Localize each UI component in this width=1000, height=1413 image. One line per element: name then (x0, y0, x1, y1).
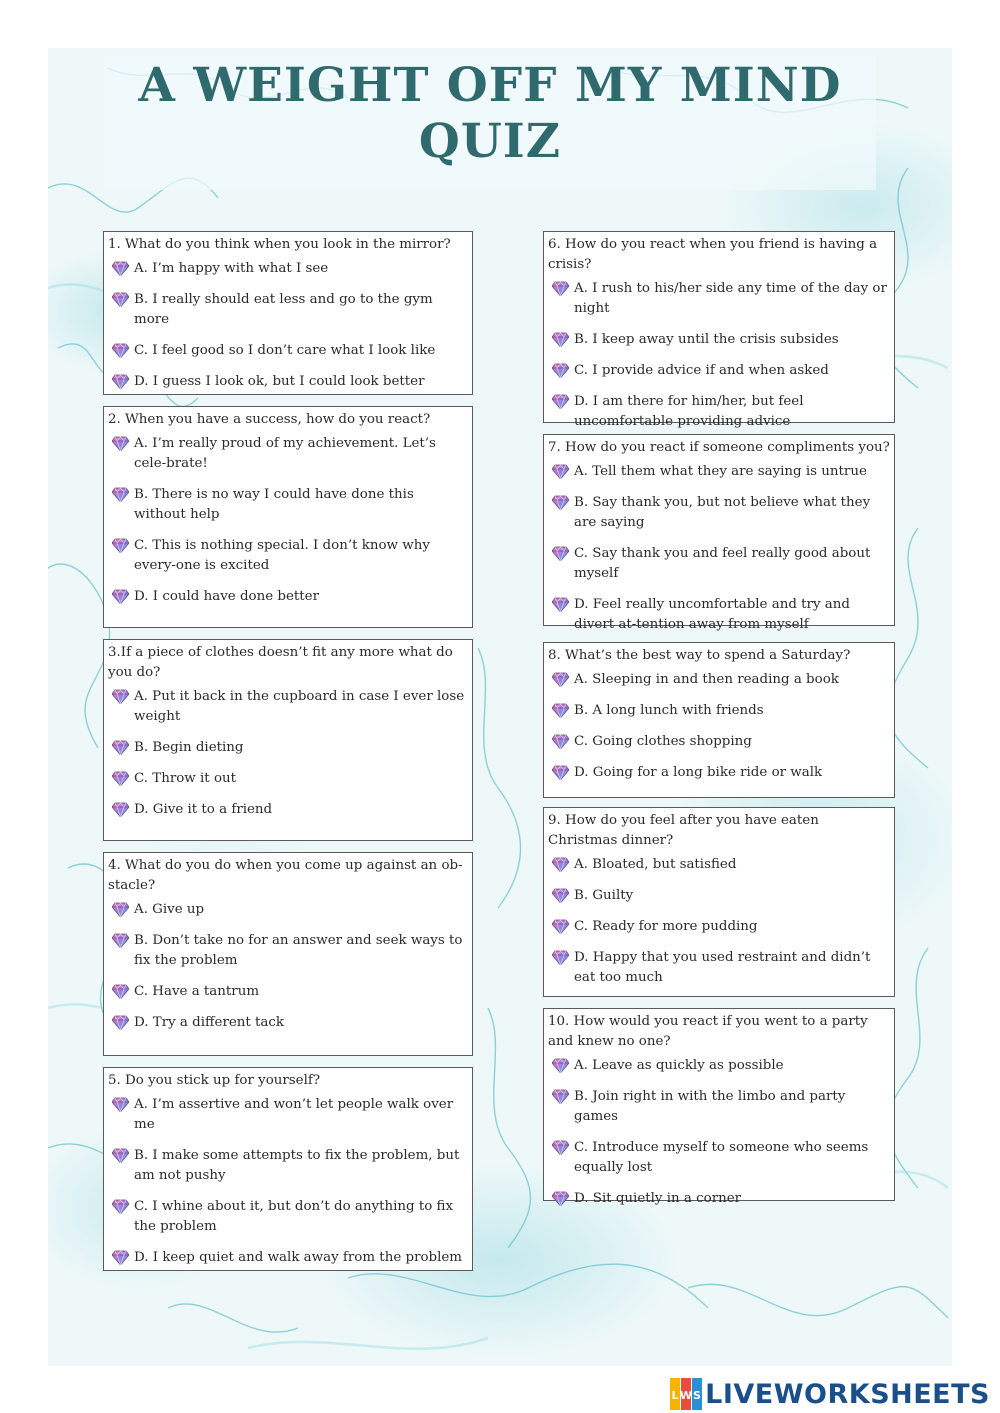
question-text: 10. How would you react if you went to a party and knew no one? (548, 1014, 868, 1049)
answer-option[interactable] (112, 800, 468, 820)
answer-option-label: A. Put it back in the cupboard in case I ever lose weight (134, 689, 465, 724)
answer-option-label: A. I’m really proud of my achievement. Let’s cele-brate! (134, 436, 436, 471)
answer-option-label: C. Throw it out (134, 771, 237, 786)
answer-option-label: D. I guess I look ok, but I could look better (134, 374, 425, 389)
question-text: 1. What do you think when you look in the mirror? (108, 237, 451, 252)
answer-option[interactable] (552, 855, 890, 875)
gem-icon (552, 1089, 569, 1104)
answer-option-label: C. Say thank you and feel really good about myself (574, 546, 871, 581)
answer-option[interactable] (112, 1095, 468, 1135)
liveworksheets-logo-icon (669, 1377, 703, 1411)
question-text: 6. How do you react when you friend is having a crisis? (548, 237, 878, 272)
gem-icon (552, 765, 569, 780)
answer-option-label: A. Bloated, but satisfied (574, 857, 737, 872)
answer-option-label: C. I feel good so I don’t care what I look like (134, 343, 436, 358)
answer-option-label: D. Sit quietly in a corner (574, 1191, 742, 1206)
answer-option-label: B. Say thank you, but not believe what they are saying (574, 495, 871, 530)
svg-text:S: S (693, 1389, 702, 1402)
answer-option-label: D. Feel really uncomfortable and try and divert at-tention away from myself (574, 597, 850, 632)
question-card-5 (103, 1067, 473, 1271)
gem-icon (552, 394, 569, 409)
gem-icon (112, 538, 129, 553)
answer-option-label: B. There is no way I could have done this without help (134, 487, 414, 522)
question-card-2 (103, 406, 473, 628)
answer-option[interactable] (112, 982, 468, 1002)
gem-icon (112, 343, 129, 358)
question-card-8 (543, 642, 895, 798)
gem-icon (112, 487, 129, 502)
answer-option[interactable] (112, 259, 468, 279)
question-card-4 (103, 852, 473, 1056)
gem-icon (552, 332, 569, 347)
answer-option[interactable] (552, 763, 890, 783)
gem-icon (112, 261, 129, 276)
gem-icon (112, 1015, 129, 1030)
title-line-2: QUIZ (418, 114, 562, 169)
answer-option[interactable] (552, 493, 890, 533)
gem-icon (552, 281, 569, 296)
answer-option-label: A. Leave as quickly as possible (574, 1058, 784, 1073)
answer-option[interactable] (112, 290, 468, 330)
question-card-10 (543, 1008, 895, 1206)
answer-option[interactable] (552, 544, 890, 584)
answer-option[interactable] (112, 931, 468, 971)
answer-option[interactable] (112, 687, 468, 727)
answer-option[interactable] (552, 732, 890, 752)
gem-icon (112, 1097, 129, 1112)
answer-option-label: A. Tell them what they are saying is untrue (574, 464, 867, 479)
gem-icon (112, 1199, 129, 1214)
answer-option[interactable] (112, 900, 468, 920)
answer-option-label: A. Give up (134, 902, 205, 917)
answer-option-label: B. Guilty (574, 888, 634, 903)
gem-icon (552, 464, 569, 479)
answer-option[interactable] (552, 1138, 890, 1178)
answer-option[interactable] (552, 462, 890, 482)
answer-option-label: D. Going for a long bike ride or walk (574, 765, 823, 780)
answer-option[interactable] (112, 485, 468, 525)
answer-option[interactable] (552, 1087, 890, 1127)
answer-option-label: B. Begin dieting (134, 740, 244, 755)
answer-option[interactable] (112, 587, 468, 607)
answer-option[interactable] (552, 1056, 890, 1076)
question-text: 9. How do you feel after you have eaten Christmas dinner? (548, 813, 819, 848)
answer-option[interactable] (112, 372, 468, 392)
answer-option-label: D. I am there for him/her, but feel uncomfortable providing advice (574, 394, 804, 429)
gem-icon (112, 689, 129, 704)
gem-icon (552, 919, 569, 934)
answer-option[interactable] (552, 330, 890, 350)
answer-option[interactable] (552, 392, 890, 432)
answer-option[interactable] (552, 279, 890, 319)
gem-icon (112, 802, 129, 817)
question-card-1 (103, 231, 473, 395)
answer-option[interactable] (112, 1146, 468, 1186)
answer-option[interactable] (552, 948, 890, 988)
answer-option-label: A. Sleeping in and then reading a book (574, 672, 839, 687)
gem-icon (112, 933, 129, 948)
answer-option[interactable] (552, 917, 890, 937)
gem-icon (552, 950, 569, 965)
title-line-1: A WEIGHT OFF MY MIND (138, 58, 842, 113)
question-text: 8. What’s the best way to spend a Saturday? (548, 648, 851, 663)
gem-icon (552, 1191, 569, 1206)
gem-icon (552, 1140, 569, 1155)
answer-option[interactable] (552, 361, 890, 381)
question-text: 4. What do you do when you come up against an ob-stacle? (108, 858, 463, 893)
answer-option-label: A. I’m assertive and won’t let people walk over me (134, 1097, 454, 1132)
gem-icon (552, 363, 569, 378)
gem-icon (112, 771, 129, 786)
answer-option-label: D. Give it to a friend (134, 802, 273, 817)
gem-icon (552, 546, 569, 561)
answer-option[interactable] (112, 536, 468, 576)
gem-icon (112, 984, 129, 999)
answer-option-label: A. I’m happy with what I see (134, 261, 329, 276)
answer-option[interactable] (112, 738, 468, 758)
gem-icon (112, 374, 129, 389)
gem-icon (112, 436, 129, 451)
gem-icon (552, 672, 569, 687)
answer-option[interactable] (552, 670, 890, 690)
answer-option-label: C. I whine about it, but don’t do anything to fix the problem (134, 1199, 454, 1234)
gem-icon (552, 703, 569, 718)
answer-option-label: C. I provide advice if and when asked (574, 363, 829, 378)
answer-option[interactable] (112, 341, 468, 361)
answer-option-label: D. Happy that you used restraint and didn’t eat too much (574, 950, 871, 985)
answer-option[interactable] (112, 1197, 468, 1237)
answer-option-label: A. I rush to his/her side any time of the day or night (574, 281, 887, 316)
question-text: 3.If a piece of clothes doesn’t fit any more what do you do? (108, 645, 453, 680)
gem-icon (112, 292, 129, 307)
gem-icon (112, 1148, 129, 1163)
question-card-9 (543, 807, 895, 997)
gem-icon (552, 857, 569, 872)
answer-option[interactable] (552, 595, 890, 635)
answer-option-label: D. I could have done better (134, 589, 319, 604)
answer-option-label: D. I keep quiet and walk away from the problem (134, 1250, 463, 1265)
question-text: 5. Do you stick up for yourself? (108, 1073, 320, 1088)
answer-option-label: B. I really should eat less and go to the gym more (134, 292, 433, 327)
answer-option-label: C. Introduce myself to someone who seems equally lost (574, 1140, 869, 1175)
gem-icon (552, 734, 569, 749)
answer-option-label: B. I make some attempts to fix the problem, but am not pushy (134, 1148, 460, 1183)
gem-icon (552, 597, 569, 612)
answer-option-label: B. Join right in with the limbo and party games (574, 1089, 846, 1124)
page-title (104, 58, 876, 170)
question-text: 2. When you have a success, how do you react? (108, 412, 431, 427)
gem-icon (552, 1058, 569, 1073)
gem-icon (552, 888, 569, 903)
gem-icon (552, 495, 569, 510)
question-text: 7. How do you react if someone compliments you? (548, 440, 890, 455)
answer-option[interactable] (552, 1189, 890, 1209)
question-card-3 (103, 639, 473, 841)
brand-name: LIVEWORKSHEETS (705, 1378, 990, 1410)
answer-option[interactable] (552, 886, 890, 906)
answer-option-label: B. I keep away until the crisis subsides (574, 332, 839, 347)
gem-icon (112, 902, 129, 917)
liveworksheets-brand (669, 1377, 990, 1411)
question-card-7 (543, 434, 895, 632)
answer-option-label: D. Try a different tack (134, 1015, 285, 1030)
answer-option[interactable] (112, 1248, 468, 1268)
answer-option-label: C. Going clothes shopping (574, 734, 752, 749)
answer-option[interactable] (112, 1013, 468, 1033)
gem-icon (112, 740, 129, 755)
answer-option-label: B. A long lunch with friends (574, 703, 764, 718)
answer-option-label: C. Have a tantrum (134, 984, 260, 999)
answer-option-label: C. Ready for more pudding (574, 919, 758, 934)
answer-option-label: B. Don’t take no for an answer and seek ways to fix the problem (134, 933, 463, 968)
gem-icon (112, 589, 129, 604)
svg-text:W: W (680, 1389, 693, 1402)
answer-option[interactable] (552, 701, 890, 721)
answer-option[interactable] (112, 434, 468, 474)
question-card-6 (543, 231, 895, 429)
svg-text:L: L (671, 1389, 679, 1402)
gem-icon (112, 1250, 129, 1265)
answer-option[interactable] (112, 769, 468, 789)
answer-option-label: C. This is nothing special. I don’t know why every-one is excited (134, 538, 430, 573)
